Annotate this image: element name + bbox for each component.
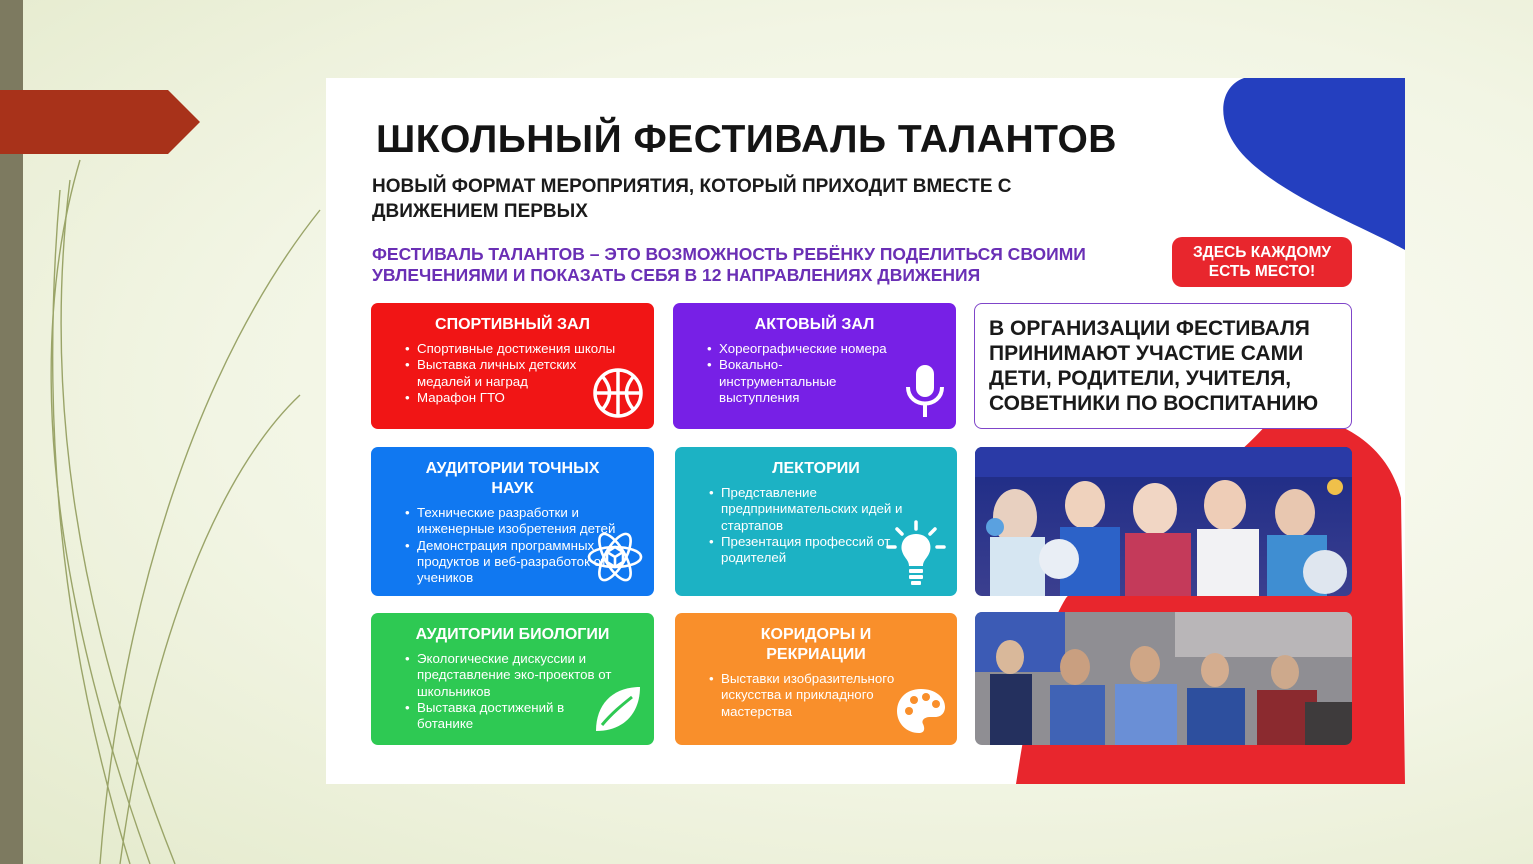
card-lecture-halls [675, 447, 957, 596]
leaf-icon [592, 683, 644, 735]
card-title: АУДИТОРИИ БИОЛОГИИ [415, 626, 610, 643]
list-item: • Спортивные достижения школы [405, 341, 649, 357]
poster-title: ШКОЛЬНЫЙ ФЕСТИВАЛЬ ТАЛАНТОВ [376, 118, 1117, 161]
organizers-statement: В ОРГАНИЗАЦИИ ФЕСТИВАЛЯ ПРИНИМАЮТ УЧАСТИЕ САМИ ДЕТИ, РОДИТЕЛИ, УЧИТЕЛЯ, СОВЕТНИКИ ПО ВОСПИТАНИЮ [974, 303, 1352, 429]
list-item: • Марафон ГТО [405, 390, 649, 406]
list-item: • Выставка личных детских медалей и наград [405, 357, 607, 390]
list-item: • Вокально-инструментальные выступления [707, 357, 869, 406]
microphone-icon [904, 363, 946, 419]
list-item: • Демонстрация программных продуктов и веб-разработок от учеников [405, 538, 617, 587]
list-item: • Представление предпринимательских идей и стартапов [709, 485, 921, 534]
poster-intro: ФЕСТИВАЛЬ ТАЛАНТОВ – ЭТО ВОЗМОЖНОСТЬ РЕБЁНКУ ПОДЕЛИТЬСЯ СВОИМИ УВЛЕЧЕНИЯМИ И ПОКАЗАТЬ СЕБЯ В 12 НАПРАВЛЕНИЯХ ДВИЖЕНИЯ [372, 244, 1086, 285]
list-item: • Выставка достижений в ботанике [405, 700, 577, 733]
everyone-welcome-badge: ЗДЕСЬ КАЖДОМУ ЕСТЬ МЕСТО! [1172, 237, 1352, 287]
list-item: • Хореографические номера [707, 341, 951, 357]
festival-performers-photo [975, 447, 1352, 596]
title-ribbon-arrow [0, 90, 200, 154]
poster-subtitle: НОВЫЙ ФОРМАТ МЕРОПРИЯТИЯ, КОТОРЫЙ ПРИХОДИТ ВМЕСТЕ С ДВИЖЕНИЕМ ПЕРВЫХ [372, 176, 1012, 222]
palette-icon [895, 687, 947, 735]
festival-poster [326, 78, 1405, 784]
card-title: АУДИТОРИИ ТОЧНЫХ НАУК [425, 460, 600, 497]
basketball-icon [592, 367, 644, 419]
card-title: АКТОВЫЙ ЗАЛ [754, 316, 875, 333]
card-title: КОРИДОРЫ И РЕКРИАЦИИ [760, 626, 872, 663]
card-sport-hall [371, 303, 654, 429]
card-biology [371, 613, 654, 745]
card-exact-sciences [371, 447, 654, 596]
card-corridors [675, 613, 957, 745]
lightbulb-icon [885, 520, 947, 586]
card-title: ЛЕКТОРИИ [772, 460, 860, 477]
list-item: • Экологические дискуссии и представление эко-проектов от школьников [405, 651, 649, 700]
list-item: • Выставки изобразительного искусства и прикладного мастерства [709, 671, 921, 720]
list-item: • Презентация профессий от родителей [709, 534, 911, 567]
card-assembly-hall [673, 303, 956, 429]
festival-participants-photo [975, 612, 1352, 745]
list-item: • Технические разработки и инженерные изобретения детей [405, 505, 649, 538]
atom-icon [586, 528, 644, 586]
card-title: СПОРТИВНЫЙ ЗАЛ [435, 316, 590, 333]
